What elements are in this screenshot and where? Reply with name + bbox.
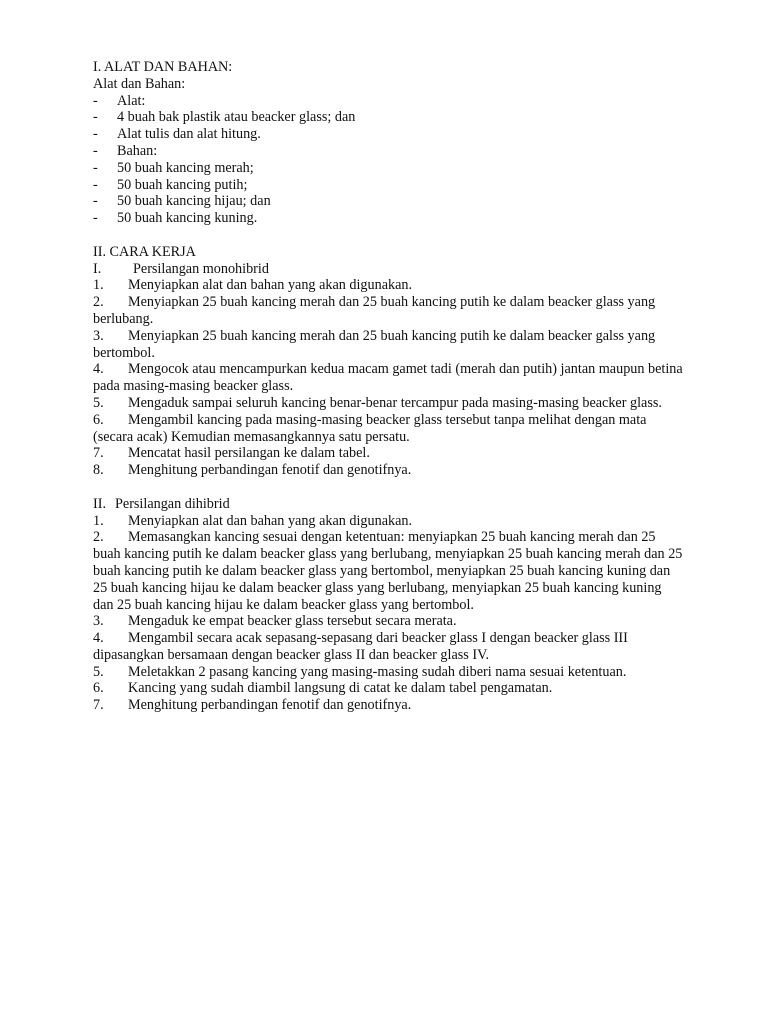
- list-item: - Alat:: [93, 92, 146, 109]
- list-item: 4. Mengambil secara acak sepasang-sepasang dari beacker glass I dengan beacker glass III dipasangkan bersamaan dengan beacker glass II dan beacker glass IV.: [93, 630, 628, 663]
- spacer: [93, 227, 683, 244]
- list-item: 4. Mengocok atau mencampurkan kedua macam gamet tadi (merah dan putih) jantan maupun betina pada masing-masing beacker glass.: [93, 361, 683, 395]
- list-item: 2. Menyiapkan 25 buah kancing merah dan 25 buah kancing putih ke dalam beacker glass yang berlubang.: [93, 294, 656, 327]
- spacer: [93, 479, 683, 496]
- monohybrid-steps: [93, 277, 683, 479]
- list-item: 7. Menghitung perbandingan fenotif dan genotifnya.: [93, 697, 412, 714]
- list-item: - 4 buah bak plastik atau beacker glass; dan: [93, 109, 356, 126]
- list-item: 6. Kancing yang sudah diambil langsung di catat ke dalam tabel pengamatan.: [93, 680, 553, 697]
- list-item: - Alat tulis dan alat hitung.: [93, 126, 261, 143]
- part-2-title: II. Persilangan dihibrid: [93, 495, 230, 512]
- list-item: 8. Menghitung perbandingan fenotif dan genotifnya.: [93, 462, 412, 479]
- list-item: - 50 buah kancing putih;: [93, 176, 248, 193]
- list-item: 5. Mengaduk sampai seluruh kancing benar-benar tercampur pada masing-masing beacker glass.: [93, 394, 662, 411]
- list-item: 1. Menyiapkan alat dan bahan yang akan digunakan.: [93, 277, 413, 294]
- dihybrid-steps: [93, 513, 683, 715]
- part-1-title: I. Persilangan monohibrid: [93, 260, 269, 277]
- document-page: [93, 59, 683, 714]
- list-item: - 50 buah kancing hijau; dan: [93, 193, 271, 210]
- list-item: 5. Meletakkan 2 pasang kancing yang masing-masing sudah diberi nama sesuai ketentuan.: [93, 663, 627, 680]
- list-item: - 50 buah kancing merah;: [93, 159, 254, 176]
- section-1-heading: I. ALAT DAN BAHAN:: [93, 59, 233, 75]
- materials-list: [93, 93, 683, 227]
- section-1-subheading: Alat dan Bahan:: [93, 75, 186, 92]
- list-item: 2. Memasangkan kancing sesuai dengan ketentuan: menyiapkan 25 buah kancing merah dan 25 buah kancing putih ke dalam beacker glass yang berlubang, menyiapkan 25 buah kancing merah dan 25 buah kancing putih ke dalam beacker glass yang bertombol, menyiapkan 25 buah kancing kuning dan 25 buah kancing hijau ke dalam beacker glass yang berlubang, menyiapkan 25 buah kancing kuning dan 25 buah kancing hijau ke dalam beacker glass yang bertombol.: [93, 529, 683, 613]
- list-item: - Bahan:: [93, 142, 158, 159]
- list-item: 3. Menyiapkan 25 buah kancing merah dan 25 buah kancing putih ke dalam beacker galss yang bertombol.: [93, 327, 656, 361]
- list-item: 1. Menyiapkan alat dan bahan yang akan digunakan.: [93, 512, 413, 529]
- list-item: - 50 buah kancing kuning.: [93, 210, 258, 227]
- list-item: 7. Mencatat hasil persilangan ke dalam tabel.: [93, 445, 370, 462]
- list-item: 6. Mengambil kancing pada masing-masing beacker glass tersebut tanpa melihat dengan mata (secara acak) Kemudian memasangkannya satu persatu.: [93, 411, 647, 445]
- section-2-heading: II. CARA KERJA: [93, 243, 196, 260]
- list-item: 3. Mengaduk ke empat beacker glass tersebut secara merata.: [93, 613, 457, 630]
